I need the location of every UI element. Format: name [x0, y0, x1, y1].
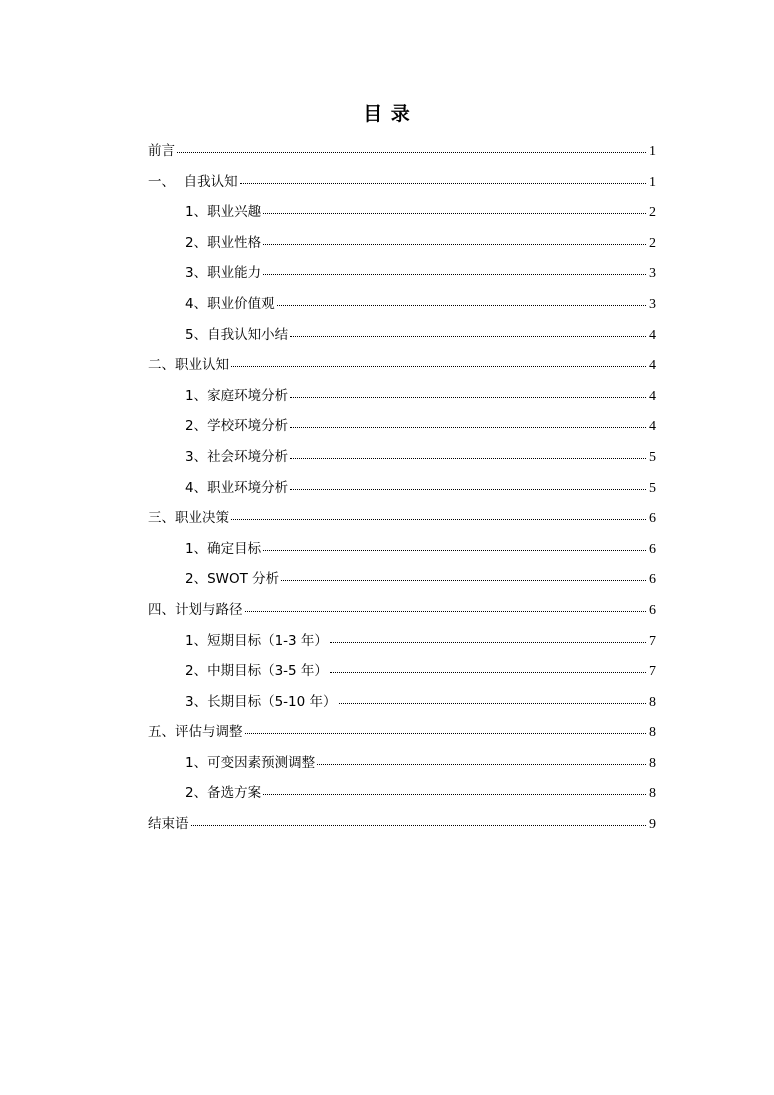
- toc-entry[interactable]: [148, 261, 656, 292]
- toc-entry-label: 3、长期目标（5-10 年）: [185, 693, 337, 710]
- toc-entry-page-number: 1: [649, 174, 656, 190]
- toc-entry-label: 1、可变因素预测调整: [185, 754, 316, 771]
- toc-entry-label: 2、SWOT 分析: [185, 571, 280, 588]
- toc-entry-page-number: 8: [649, 694, 656, 710]
- toc-list: [148, 139, 656, 843]
- toc-entry[interactable]: [148, 720, 656, 751]
- toc-entry[interactable]: [148, 353, 656, 384]
- toc-dot-leader: [290, 488, 646, 490]
- toc-entry[interactable]: [148, 323, 656, 354]
- toc-entry-label: 3、职业能力: [185, 265, 262, 282]
- toc-entry[interactable]: [148, 170, 656, 201]
- toc-entry-page-number: 4: [649, 327, 656, 343]
- toc-entry[interactable]: [148, 231, 656, 262]
- toc-entry-label: 3、社会环境分析: [185, 448, 289, 465]
- toc-entry[interactable]: [148, 751, 656, 782]
- toc-entry-label: 一、 自我认知: [148, 173, 238, 190]
- toc-dot-leader: [330, 671, 646, 673]
- toc-entry-page-number: 1: [649, 144, 656, 159]
- toc-entry-label: 5、自我认知小结: [185, 326, 289, 343]
- toc-dot-leader: [263, 793, 646, 795]
- toc-dot-leader: [290, 457, 646, 459]
- toc-entry[interactable]: [148, 139, 656, 170]
- toc-entry-label: 三、职业决策: [148, 510, 229, 527]
- toc-dot-leader: [231, 518, 646, 520]
- toc-entry-page-number: 3: [649, 266, 656, 282]
- toc-entry-label: 1、短期目标（1-3 年）: [185, 632, 328, 649]
- toc-dot-leader: [277, 304, 646, 306]
- toc-entry-page-number: 4: [649, 358, 656, 374]
- toc-dot-leader: [245, 732, 647, 734]
- toc-entry-page-number: 9: [649, 817, 656, 833]
- toc-dot-leader: [281, 579, 646, 581]
- toc-dot-leader: [263, 273, 646, 275]
- toc-entry-label: 2、职业性格: [185, 234, 262, 251]
- toc-entry-label: 2、备选方案: [185, 785, 262, 802]
- toc-entry-page-number: 7: [649, 664, 656, 680]
- toc-dot-leader: [330, 641, 646, 643]
- toc-entry[interactable]: [148, 690, 656, 721]
- toc-dot-leader: [317, 763, 646, 765]
- toc-entry[interactable]: [148, 781, 656, 812]
- toc-entry-page-number: 6: [649, 572, 656, 588]
- toc-entry-page-number: 8: [649, 786, 656, 802]
- toc-entry[interactable]: [148, 445, 656, 476]
- toc-dot-leader: [290, 426, 646, 428]
- toc-dot-leader: [339, 702, 646, 704]
- toc-entry-page-number: 2: [649, 235, 656, 251]
- toc-dot-leader: [240, 182, 646, 184]
- toc-dot-leader: [191, 824, 647, 826]
- toc-entry[interactable]: [148, 537, 656, 568]
- toc-entry-label: 结束语: [148, 816, 189, 833]
- toc-entry[interactable]: [148, 598, 656, 629]
- toc-dot-leader: [290, 335, 646, 337]
- toc-entry-label: 五、评估与调整: [148, 724, 243, 741]
- toc-entry-page-number: 4: [649, 388, 656, 404]
- toc-entry[interactable]: [148, 659, 656, 690]
- toc-entry[interactable]: [148, 812, 656, 843]
- toc-entry-label: 四、计划与路径: [148, 601, 243, 618]
- toc-dot-leader: [177, 151, 646, 153]
- toc-entry[interactable]: [148, 384, 656, 415]
- toc-dot-leader: [263, 243, 646, 245]
- toc-entry[interactable]: [148, 629, 656, 660]
- toc-entry-label: 4、职业环境分析: [185, 479, 289, 496]
- toc-entry-page-number: 6: [649, 541, 656, 557]
- toc-dot-leader: [263, 212, 646, 214]
- toc-entry[interactable]: [148, 200, 656, 231]
- toc-entry-page-number: 4: [649, 419, 656, 435]
- toc-entry-page-number: 6: [649, 602, 656, 618]
- toc-entry-page-number: 7: [649, 633, 656, 649]
- toc-dot-leader: [263, 549, 646, 551]
- toc-entry-page-number: 8: [649, 725, 656, 741]
- toc-entry-page-number: 5: [649, 480, 656, 496]
- toc-entry-label: 1、职业兴趣: [185, 204, 262, 221]
- toc-entry[interactable]: [148, 506, 656, 537]
- toc-entry-label: 二、职业认知: [148, 357, 229, 374]
- toc-entry-page-number: 6: [649, 511, 656, 527]
- toc-title: 目 录: [363, 103, 411, 125]
- toc-entry[interactable]: [148, 567, 656, 598]
- toc-entry-label: 1、确定目标: [185, 540, 262, 557]
- toc-entry-page-number: 2: [649, 205, 656, 221]
- toc-entry-label: 2、学校环境分析: [185, 418, 289, 435]
- toc-dot-leader: [245, 610, 647, 612]
- toc-entry-label: 4、职业价值观: [185, 295, 275, 312]
- toc-entry[interactable]: [148, 414, 656, 445]
- toc-entry-page-number: 5: [649, 449, 656, 465]
- toc-entry-label: 1、家庭环境分析: [185, 387, 289, 404]
- toc-entry-label: 前言: [148, 143, 175, 159]
- toc-entry-page-number: 8: [649, 755, 656, 771]
- toc-entry[interactable]: [148, 476, 656, 507]
- toc-entry[interactable]: [148, 292, 656, 323]
- toc-dot-leader: [290, 396, 646, 398]
- toc-dot-leader: [231, 365, 646, 367]
- toc-entry-label: 2、中期目标（3-5 年）: [185, 663, 328, 680]
- toc-entry-page-number: 3: [649, 296, 656, 312]
